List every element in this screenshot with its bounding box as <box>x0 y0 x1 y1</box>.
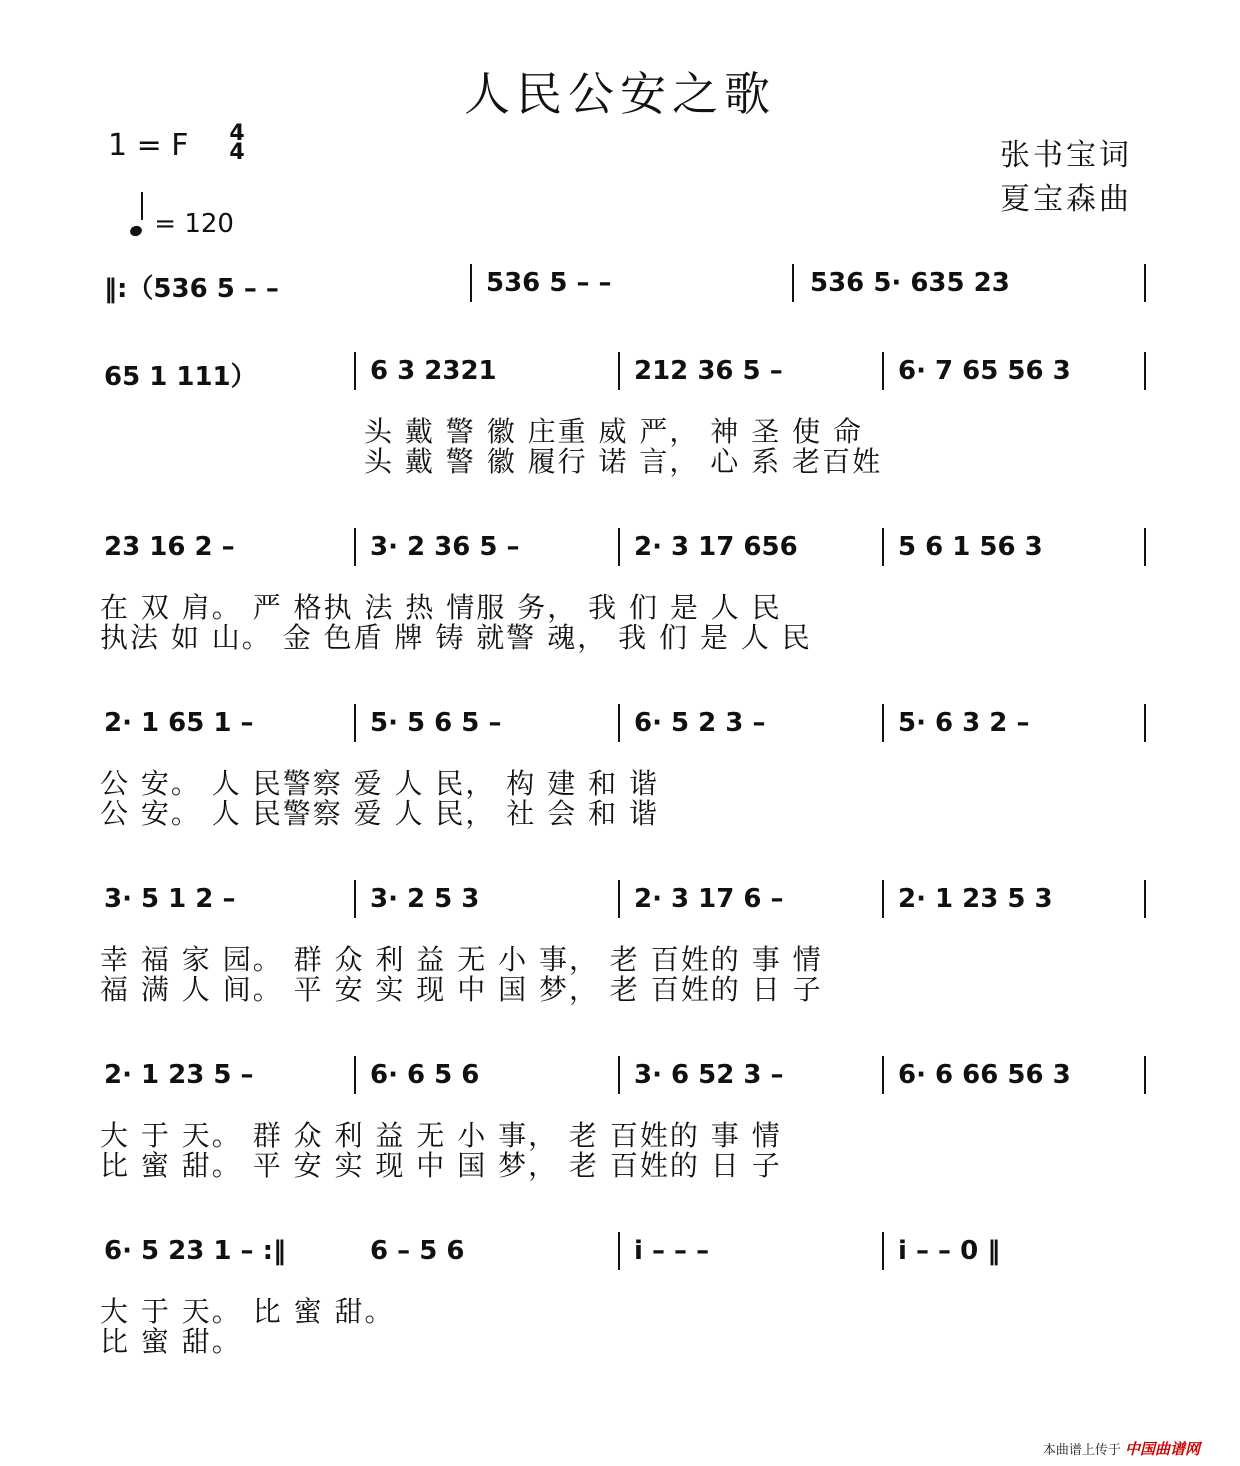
lyric-line: 在 双 肩。 严 格执 法 热 情服 务， 我 们 是 人 民 <box>100 591 782 624</box>
barline <box>882 1232 884 1270</box>
measure: 3· 2 5 3 <box>370 884 480 914</box>
lyric-line: 幸 福 家 园。 群 众 利 益 无 小 事， 老 百姓的 事 情 <box>100 943 823 976</box>
lyricist-credit: 张书宝词 <box>1000 138 1132 173</box>
barline <box>882 352 884 390</box>
barline <box>618 880 620 918</box>
notation-row <box>0 878 1240 920</box>
barline <box>618 1056 620 1094</box>
barline <box>618 704 620 742</box>
time-sig-top: 4 <box>229 121 245 146</box>
measure: 6 3 2321 <box>370 356 497 386</box>
barline <box>1144 264 1146 302</box>
notation-row <box>0 1054 1240 1096</box>
barline <box>354 880 356 918</box>
notation-row <box>0 526 1240 568</box>
time-signature <box>226 121 248 165</box>
barline <box>354 528 356 566</box>
lyric-line: 执法 如 山。 金 色盾 牌 铸 就警 魂， 我 们 是 人 民 <box>100 621 812 654</box>
measure: 65 1 111） <box>104 362 257 392</box>
notation-row <box>0 262 1240 304</box>
barline <box>618 352 620 390</box>
measure: 536 5 – – <box>486 268 612 298</box>
measure: 6 – 5 6 <box>370 1236 465 1266</box>
measure: 6· 5 23 1 – :‖ <box>104 1236 286 1266</box>
lyric-line: 头 戴 警 徽 庄重 威 严， 神 圣 使 命 <box>364 415 864 448</box>
system-1 <box>0 262 1240 352</box>
notation-row <box>0 1230 1240 1272</box>
system-5 <box>0 878 1240 1006</box>
lyric-line: 头 戴 警 徽 履行 诺 言， 心 系 老百姓 <box>364 445 883 478</box>
measure: 5· 5 6 5 – <box>370 708 502 738</box>
system-3 <box>0 526 1240 654</box>
measure: 3· 6 52 3 – <box>634 1060 784 1090</box>
notation-row <box>0 350 1240 392</box>
song-title: 人民公安之歌 <box>464 67 776 121</box>
measure: 2· 1 23 5 3 <box>898 884 1053 914</box>
measure: 2· 1 23 5 – <box>104 1060 254 1090</box>
barline <box>882 880 884 918</box>
barline <box>618 528 620 566</box>
barline <box>618 1232 620 1270</box>
upload-footer <box>1043 1438 1200 1459</box>
measure: ‖:（536 5 – – <box>104 274 279 304</box>
key-signature: 1 = F <box>108 128 189 163</box>
measure: 5· 6 3 2 – <box>898 708 1030 738</box>
system-4 <box>0 702 1240 830</box>
measure: 5 6 1 56 3 <box>898 532 1043 562</box>
measure: 536 5· 635 23 <box>810 268 1010 298</box>
measure: 2· 1 65 1 – <box>104 708 254 738</box>
lyric-line: 公 安。 人 民警察 爱 人 民， 社 会 和 谐 <box>100 797 660 830</box>
system-7 <box>0 1230 1240 1358</box>
barline <box>354 1056 356 1094</box>
barline <box>1144 704 1146 742</box>
system-6 <box>0 1054 1240 1182</box>
time-sig-bottom: 4 <box>229 140 245 165</box>
barline <box>1144 880 1146 918</box>
lyric-line: 大 于 天。 群 众 利 益 无 小 事， 老 百姓的 事 情 <box>100 1119 782 1152</box>
lyric-line: 大 于 天。 比 蜜 甜。 <box>100 1295 395 1328</box>
barline <box>1144 528 1146 566</box>
barline <box>1144 352 1146 390</box>
barline <box>792 264 794 302</box>
composer-credit: 夏宝森曲 <box>1000 182 1132 217</box>
measure: 212 36 5 – <box>634 356 783 386</box>
barline <box>882 704 884 742</box>
footer-prefix: 本曲谱上传于 <box>1042 1443 1121 1458</box>
notation-row <box>0 702 1240 744</box>
tempo-value: = 120 <box>154 209 234 239</box>
measure: 23 16 2 – <box>104 532 235 562</box>
barline <box>1144 1056 1146 1094</box>
measure: 3· 5 1 2 – <box>104 884 236 914</box>
lyric-line: 公 安。 人 民警察 爱 人 民， 构 建 和 谐 <box>100 767 660 800</box>
measure: 6· 6 5 6 <box>370 1060 480 1090</box>
tempo-marking <box>130 204 234 239</box>
barline <box>470 264 472 302</box>
lyric-line: 比 蜜 甜。 平 安 实 现 中 国 梦， 老 百姓的 日 子 <box>100 1149 782 1182</box>
measure: 6· 7 65 56 3 <box>898 356 1071 386</box>
measure: i – – – <box>634 1236 710 1266</box>
barline <box>354 704 356 742</box>
quarter-note-icon <box>129 224 144 238</box>
measure: 3· 2 36 5 – <box>370 532 520 562</box>
lyric-line: 福 满 人 间。 平 安 实 现 中 国 梦， 老 百姓的 日 子 <box>100 973 823 1006</box>
site-logo[interactable]: 中国曲谱网 <box>1124 1440 1200 1458</box>
measure: 6· 5 2 3 – <box>634 708 766 738</box>
barline <box>882 528 884 566</box>
measure: 6· 6 66 56 3 <box>898 1060 1071 1090</box>
lyric-line: 比 蜜 甜。 <box>100 1325 242 1358</box>
system-2 <box>0 350 1240 478</box>
measure: 2· 3 17 6 – <box>634 884 784 914</box>
measure: 2· 3 17 656 <box>634 532 798 562</box>
barline <box>354 352 356 390</box>
note-stem <box>141 192 143 220</box>
barline <box>882 1056 884 1094</box>
measure: i – – 0 ‖ <box>898 1236 1001 1266</box>
